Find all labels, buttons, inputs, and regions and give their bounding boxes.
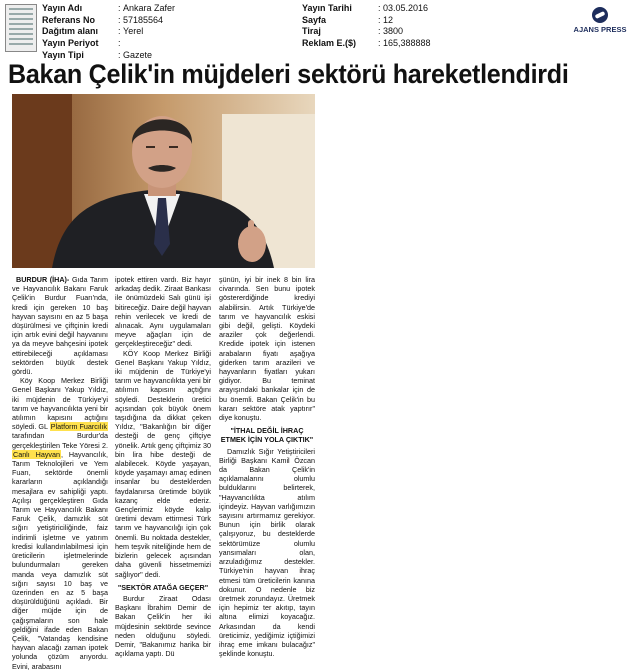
page-thumbnail [5,4,37,52]
meta-row: Dağıtım alanı : Yerel [42,26,144,37]
subheading: "SEKTÖR ATAĞA GEÇER" [117,582,209,592]
meta-right [302,3,431,50]
article-column-1: BURDUR (İHA)- Gıda Tarım ve Hayvancılık Bakanı Faruk Çelik'in Burdur Fuarı'nda, kredi için gereken 10 baş hayvan sayısını en az 5 başa düşürülmesi ve çiftçinin kredi için artık evini değil hayvanını ya da meyve bahçesini ipotek ettirebileceği açıklaması sektörden büyük destek gördü. Köy Koop Merkez Birliği Genel Başkanı Yakup Yıldız, iki müjdenin de Türkiye'yi tarım ve hayvancılıkta yeni bir atılımın kapısını açtığını söyledi. GL Platform Fuarcılık tarafından Burdur'da gerçekleştirilen Teke Yöresi 2. Canlı Hayvan, Hayvancılık, Tarım Teknolojileri ve Yem Fuarı, sektörde önemli kararların açıklandığı mesajlara ev sahipliği yaptı. Açılışı gerçekleştiren Gıda Tarım ve Hayvancılık Bakanı Faruk Çelik, damızlık süt sığırı yetiştiriciliğinde, faiz indirimli işletme ve yatırım kredisi kullandırılabilmesi için üreticilerin işletmelerinde bulundurmaları gereken manda veya damızlık süt sığırı sayısı 10 baş ve üzerinden en az 5 başa düşürüldüğünü açıkladı. Bir diğer müjde için de çağışmaların son hale geldiğini ifade eden Bakan Çelik, "Vatandaş kendisine hayvan alacağı zaman ipotek yolunda çözüm arıyordu. Evini, arabasını [12,275,108,671]
minister-photo [12,94,315,268]
meta-row: Sayfa : 12 [302,14,394,25]
photo-illustration [12,94,315,268]
logo-icon [592,7,608,23]
meta-row: Yayın Adı : Ankara Zafer [42,3,176,13]
subheading: "İTHAL DEĞİL İHRAÇ ETMEK İÇİN YOLA ÇIKTIK" [220,426,314,445]
headline: Bakan Çelik'in müjdeleri sektörü hareketlendirdi [8,59,569,89]
clipping-header [0,0,635,60]
meta-row: Yayın Tipi : Gazete [42,49,153,60]
highlighted-term: Platform Fuarcılık [50,422,108,432]
ajans-press-logo: AJANS PRESS [570,7,630,34]
meta-row: Reklam E.($) : 165,388888 [302,38,431,49]
highlighted-term: Canlı Hayvan [13,449,60,459]
meta-row: Referans No : 57185564 [42,14,164,25]
article-column-3: şünün, iyi bir inek 8 bin lira civarında. Sen bunu ipotek göstererdiğinde krediyi alabilirsin. Artık Türkiye'de tarım ve hayvancılık eskisi gibi değil, gelişti. Köydeki araziler çok değerlendi. Kredide ipotek için istenen arabaların fiyatı aşağıya giderken tarım arazileri ve hayvanların fiyatları yukarı gidiyor. Bu teminat arayışındaki bankalar için de bu önemli. Bakan Çelik'in bu kararı sektöre atak yaptırır" diye konuştu. "İTHAL DEĞİL İHRAÇ ETMEK İÇİN YOLA ÇIKTIK" Damızlık Sığır Yetiştiricileri Birliği Başkanı Kamil Özcan da Bakan Çelik'in açıklamalarını olumlu bulduklarını belirterek, "Hayvancılıkta atılım içindeyiz. Hayvan varlığımızın sayısını artırmamız gerekiyor. Bunun için birlik olarak çalışıyoruz, bu desteklerde sektörümüze olumlu yansımaları olan, arzuladığımız destekler. Türkiye'nin hayvan ihraç etmesi tüm üreticilerin kanına dokunur. O nedenle biz üretmek zorundayız. Üretmek için hepimiz ter akıtıp, tayın altına elimizi koyacağız. Arkasından da kendi üreticimiz, yediğimiz içtiğimizi ihraç eme imkanı bulacağız" şeklinde konuştu. [219,275,315,659]
meta-row: Yayın Periyot : [42,38,124,49]
article-column-2: ipotek ettiren vardı. Biz hayır arkadaş dedik. Ziraat Bankası ile önümüzdeki Salı günü işi bitireceğiz. Daire değil hayvan rehin verilecek ve kredi de alınacak. Aynı uygulamaları meyve ağaçları için de gerçekleştireceğiz" dedi. KÖY Koop Merkez Birliği Genel Başkanı Yakup Yıldız, iki müjdenin de Türkiye'yi tarım ve hayvancılıkta yeni bir atılımın kapısını açtığını söyledi. Desteklerin üretici açısından çok büyük önem taşıdığına da dikkat çeken Yıldız, "Bakanlığın bir diğer desteği de genç çiftçiye yönelik. Artık genç çiftçimiz 30 bin lira hibe desteği de alabilecek. Köyde yaşayan, köyde yaşamayı amaç edinen insanlar bu desteklerden faydalanırsa üretimde büyük kazanç elde ederiz. Gençlerimiz köyde kalıp üretimi devam ettirmesi Türk tarım ve hayvancılığı için çok önemli. Bu noktada destekler, hem teşvik niteliğinde hem de bizlerin gelecek açısından daha güvenli hissetmemizi sağlıyor" dedi. "SEKTÖR ATAĞA GEÇER" Burdur Ziraat Odası Başkanı İbrahim Demir de Bakan Çelik'in her iki müjdesinin sektörde sevince neden olduğunu söyledi. Demir, "Bakanımız harika bir açıklama yaptı. Dü [115,275,211,659]
meta-left [42,3,175,62]
meta-row: Yayın Tarihi : 03.05.2016 [302,3,429,13]
meta-row: Tiraj : 3800 [302,26,404,37]
